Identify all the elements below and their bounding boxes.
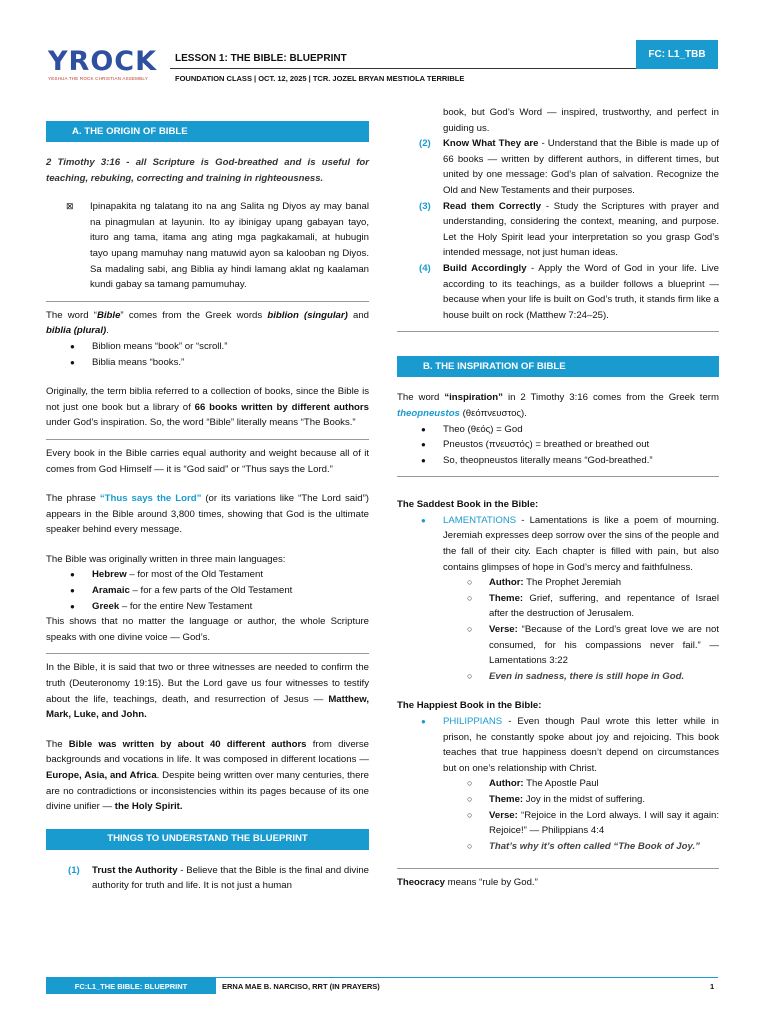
item-title: Build Accordingly xyxy=(443,262,527,274)
lesson-code-badge: FC: L1_TBB xyxy=(636,40,718,68)
list-item xyxy=(70,599,369,615)
list-item xyxy=(467,591,719,622)
lesson-subtitle: FOUNDATION CLASS | OCT. 12, 2025 | TCR. JOZEL BRYAN MESTIOLA TERRIBLE xyxy=(175,74,465,83)
philippians-entry xyxy=(397,714,719,776)
section-b-header: B. THE INSPIRATION OF BIBLE xyxy=(397,356,719,377)
bold-text: Europe, Asia, and Africa xyxy=(46,770,157,781)
text: - Even though Paul wrote this letter while in prison, he constantly spoke about joy and rejoicing. This book teaches that true happiness doesn’t depend on circumstances but on one’s relationship with Christ. xyxy=(443,716,719,774)
verse-2-timothy: 2 Timothy 3:16 - all Scripture is God-breathed and is useful for teaching, rebuking, correcting and training in righteousness. xyxy=(46,157,369,184)
logo-subtitle: YESHUA THE ROCK CHRISTIAN ASSEMBLY xyxy=(48,76,148,81)
list-item xyxy=(70,339,369,355)
list-item xyxy=(421,453,719,469)
language-name: Aramaic xyxy=(92,585,130,597)
term-theopneustos: theopneustos xyxy=(397,407,460,419)
divider xyxy=(397,868,719,869)
philippians-details xyxy=(397,776,719,854)
circle-bullet-icon: ○ xyxy=(467,592,473,603)
item-number: (4) xyxy=(419,262,431,274)
term-biblion: biblion (singular) xyxy=(267,309,348,321)
lesson-title: LESSON 1: THE BIBLE: BLUEPRINT xyxy=(175,53,347,64)
bold-text: 66 books written by different authors xyxy=(194,401,369,413)
witnesses-paragraph xyxy=(46,660,369,722)
divider xyxy=(46,653,369,654)
bullet-icon: ● xyxy=(70,601,75,611)
text: from diverse backgrounds and vocations in life. It was composed in different locations — xyxy=(46,738,369,766)
circle-bullet-icon: ○ xyxy=(467,809,473,820)
highlight-phrase: “Thus says the Lord” xyxy=(99,493,202,505)
text: So, theopneustos literally means “God-breathed.” xyxy=(443,454,653,466)
list-item xyxy=(467,622,719,669)
logo xyxy=(48,48,163,84)
bullet-icon: ● xyxy=(70,570,75,580)
numbered-item-1 xyxy=(46,863,369,894)
languages-intro: The Bible was originally written in three main languages: xyxy=(46,553,286,565)
bullet-icon: ● xyxy=(421,515,426,525)
text: - Lamentations is like a poem of mourning. Jeremiah expresses deep sorrow over the sins of the people and the fall of their city. Each chapter is filled with pain, but also contains glimpses of hope in God’s mercy and faithfulness. xyxy=(443,514,719,573)
list-item xyxy=(421,437,719,453)
detail-label: Verse: xyxy=(489,624,518,636)
detail-label: Author: xyxy=(489,577,524,589)
text: The Prophet Jeremiah xyxy=(523,577,622,589)
happiest-book-title: The Happiest Book in the Bible: xyxy=(397,700,542,712)
term-bible: Bible xyxy=(96,309,121,321)
bold-text: “inspiration” xyxy=(444,392,503,404)
originally-paragraph xyxy=(46,384,369,431)
circle-bullet-icon: ○ xyxy=(467,778,473,789)
text: The word “ xyxy=(46,309,97,321)
list-item xyxy=(467,839,719,855)
list-item xyxy=(467,669,719,685)
divider xyxy=(397,331,719,332)
book-name: LAMENTATIONS xyxy=(443,514,517,526)
bullet-icon: ● xyxy=(421,717,426,726)
footer-author: ERNA MAE B. NARCISO, RRT (IN PRAYERS) xyxy=(222,982,380,991)
detail-label: Author: xyxy=(489,778,524,790)
text: under God’s inspiration. So, the word “Bible” literally means “The Books.” xyxy=(46,417,356,429)
detail-label: Verse: xyxy=(489,809,518,821)
item-title: Know What They are xyxy=(443,138,539,150)
text: The Apostle Paul xyxy=(523,778,599,790)
text: In the Bible, it is said that two or three witnesses are needed to confirm the truth (Deuteronomy 19:15). But the Lord gave us four witnesses to testify about the life, teachings, death, and resurrection of Jesus — xyxy=(46,662,369,705)
text: - Apply the Word of God in your life. Live according to its teachings, as a builder follows a blueprint — because when your life is built on God’s truth, it stands firm like a house built on rock (Matthew 7:24–25). xyxy=(443,262,719,321)
circle-bullet-icon: ○ xyxy=(467,793,473,804)
note: Even in sadness, there is still hope in God. xyxy=(489,670,685,682)
text: (or its variations like “The Lord said”) appears in the Bible around 3,800 times, showing that God is the ultimate speaker behind every message. xyxy=(46,493,369,536)
item-1-continued: book, but God’s Word — inspired, trustworthy, and perfect in guiding us. xyxy=(443,107,719,134)
item-number: (2) xyxy=(419,138,431,150)
bullet-icon: ● xyxy=(421,424,426,434)
bold-text: Matthew, Mark, Luke, and John. xyxy=(46,693,369,721)
text: “Rejoice in the Lord always. I will say it again: Rejoice!” — Philippians 4:4 xyxy=(489,809,719,837)
book-name: PHILIPPIANS xyxy=(443,716,503,727)
numbered-item-2 xyxy=(397,136,719,198)
circle-bullet-icon: ○ xyxy=(467,624,473,635)
detail-label: Theme: xyxy=(489,592,524,604)
language-name: Greek xyxy=(92,600,120,612)
left-column xyxy=(46,121,369,894)
text: Theo (θεός) = God xyxy=(443,423,523,435)
text: Pneustos (πνευστός) = breathed or breathed out xyxy=(443,439,650,451)
item-number: (1) xyxy=(68,864,80,876)
bold-text: Bible was written by about 40 different authors xyxy=(68,738,307,750)
badge-underline xyxy=(636,68,718,69)
item-title: Trust the Authority xyxy=(92,864,178,876)
logo-text: YROCK xyxy=(48,46,158,77)
text: – for a few parts of the Old Testament xyxy=(129,585,293,597)
text: ” comes from the Greek words xyxy=(120,309,268,321)
list-item xyxy=(70,583,369,599)
checkbox-icon: ⊠ xyxy=(66,201,74,212)
text: - Believe that the Bible is the final and divine authority for truth and life. It is not just a human xyxy=(92,864,369,892)
circle-bullet-icon: ○ xyxy=(467,840,473,851)
text: Biblion means “book” or “scroll.” xyxy=(92,340,228,352)
bullet-icon: ● xyxy=(70,586,75,596)
text: – for the entire New Testament xyxy=(119,600,253,612)
lamentations-entry xyxy=(397,513,719,575)
right-column xyxy=(397,105,719,891)
term-biblia: biblia (plural) xyxy=(46,325,107,337)
text: and xyxy=(347,309,369,321)
term-theocracy: Theocracy xyxy=(397,877,445,889)
lamentations-details xyxy=(397,575,719,684)
inspiration-paragraph xyxy=(397,390,719,421)
authors-paragraph xyxy=(46,737,369,815)
circle-bullet-icon: ○ xyxy=(467,670,473,681)
languages-after: This shows that no matter the language or author, the whole Scripture speaks with one divine voice — God’s. xyxy=(46,616,369,643)
circle-bullet-icon: ○ xyxy=(467,577,473,588)
tagalog-text: Ipinapakita ng talatang ito na ang Salita ng Diyos ay may banal na pinagmulan at layunin. Ito ay ibinigay upang gabayan tayo, ituro ang tama, itama ang ating mga pagkakamali, at hubugin tayo upang mamuhay nang matuwid ayon sa kalooban ng Diyos. Sa madaling sabi, ang Biblia ay hindi lamang aklat ng kaalaman kundi gabay sa tamang pamumuhay. xyxy=(90,201,369,291)
text: The phrase xyxy=(46,493,100,505)
list-item xyxy=(421,422,719,438)
section-a-header: A. THE ORIGIN OF BIBLE xyxy=(46,121,369,142)
text: (θεόπνευστος). xyxy=(459,407,527,419)
word-bible-paragraph xyxy=(46,308,369,339)
text: The xyxy=(46,738,69,750)
list-item xyxy=(70,355,369,371)
theocracy-line xyxy=(397,875,719,891)
tagalog-paragraph xyxy=(46,199,369,293)
text: Grief, suffering, and repentance of Israel after the destruction of Jerusalem. xyxy=(489,592,719,620)
bullet-icon: ● xyxy=(70,357,75,367)
divider xyxy=(46,439,369,440)
text: . xyxy=(106,325,109,337)
text: The word xyxy=(397,392,445,404)
text: . Despite being written over many centuries, there are no contradictions or inconsistencies within its pages because of its one divine unifier — xyxy=(46,770,369,813)
text: Originally, the term biblia referred to a collection of books, since the Bible is not just one book but a library of xyxy=(46,386,369,413)
text: Biblia means “books.” xyxy=(92,356,185,368)
note: That’s why it’s often called “The Book of Joy.” xyxy=(489,840,700,852)
divider xyxy=(46,301,369,302)
list-item xyxy=(70,567,369,583)
bullet-icon: ● xyxy=(70,341,75,351)
things-header: THINGS TO UNDERSTAND THE BLUEPRINT xyxy=(46,829,369,850)
item-title: Read them Correctly xyxy=(443,200,542,212)
bold-text: the Holy Spirit. xyxy=(114,801,183,813)
text: - Understand that the Bible is made up of 66 books — written by different authors, in different times, but united by one message: God’s plan of salvation. Recognize the Old and New Testaments and their purposes. xyxy=(443,138,719,196)
bullet-icon: ● xyxy=(421,440,426,450)
divider xyxy=(397,476,719,477)
equal-authority-paragraph: Every book in the Bible carries equal authority and weight because all of it comes from God Himself — it is “God said” or “Thus says the Lord.” xyxy=(46,447,369,475)
text: Joy in the midst of suffering. xyxy=(523,793,646,805)
list-item xyxy=(467,808,719,839)
list-item xyxy=(467,792,719,808)
word-bullets xyxy=(46,339,369,370)
text: means “rule by God.” xyxy=(445,877,538,889)
list-item xyxy=(467,776,719,792)
detail-label: Theme: xyxy=(489,793,524,805)
inspiration-bullets xyxy=(397,422,719,469)
item-number: (3) xyxy=(419,200,431,212)
list-item xyxy=(467,575,719,591)
numbered-item-4 xyxy=(397,261,719,323)
text: “Because of the Lord’s great love we are not consumed, for his compassions never fail.” — Lamentations 3:22 xyxy=(489,624,719,667)
bullet-icon: ● xyxy=(421,455,426,465)
text: in 2 Timothy 3:16 comes from the Greek term xyxy=(502,392,719,404)
numbered-item-3 xyxy=(397,199,719,261)
languages-list xyxy=(46,567,369,614)
text: – for most of the Old Testament xyxy=(126,569,263,581)
header-divider xyxy=(170,68,638,69)
text: - Study the Scriptures with prayer and understanding, considering the context, meaning, and purpose. Let the Holy Spirit lead your interpretation so you grasp God’s intended message, not just human ideas. xyxy=(443,200,719,259)
page-number: 1 xyxy=(710,982,715,991)
footer-lesson-code: FC:L1_THE BIBLE: BLUEPRINT xyxy=(46,978,216,994)
thus-says-paragraph xyxy=(46,491,369,538)
saddest-book-title: The Saddest Book in the Bible: xyxy=(397,499,539,511)
language-name: Hebrew xyxy=(92,569,127,581)
